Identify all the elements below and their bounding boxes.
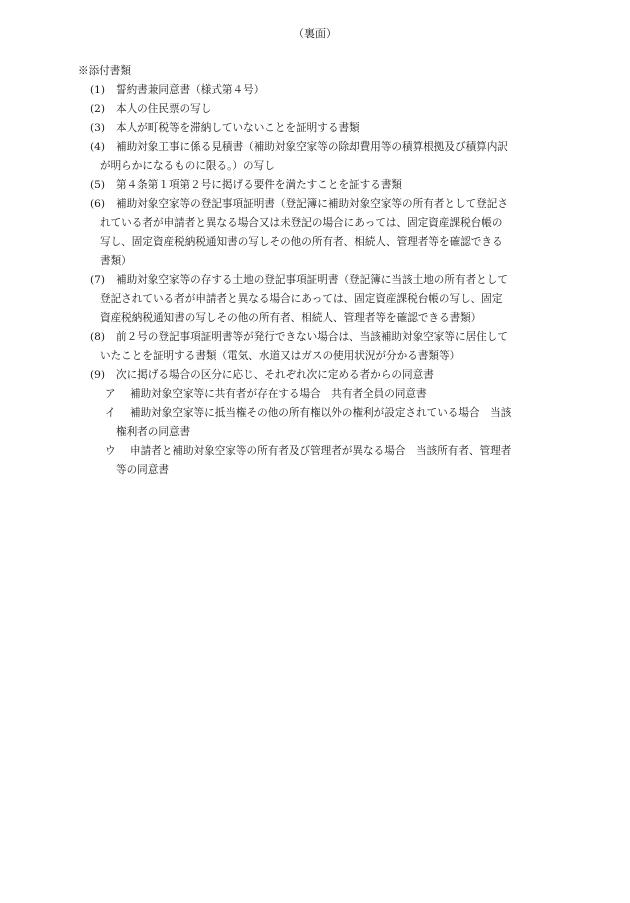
consent-subitem-text: 申請者と補助対象空家等の所有者及び管理者が異なる場合 当該所有者、管理者 bbox=[130, 445, 512, 457]
attachment-item bbox=[78, 138, 578, 176]
consent-subitem-text: 等の同意書 bbox=[116, 464, 169, 476]
consent-subitem bbox=[78, 385, 578, 404]
attachment-item-text: 前２号の登記事項証明書等が発行できない場合は、当該補助対象空家等に居住して bbox=[116, 331, 508, 343]
attachments-section bbox=[78, 62, 578, 480]
attachment-item-text: いたことを証明する書類（電気、水道又はガスの使用状況が分かる書類等） bbox=[100, 350, 461, 362]
attachment-item-number: (3) bbox=[90, 122, 106, 134]
attachment-item bbox=[78, 271, 578, 328]
consent-subitem-text: 補助対象空家等に共有者が存在する場合 共有者全員の同意書 bbox=[130, 388, 427, 400]
attachment-item-number: (9) bbox=[90, 369, 106, 381]
attachment-item-text: 登記されている者が申請者と異なる場合にあっては、固定資産課税台帳の写し、固定 bbox=[100, 293, 503, 305]
consent-subitem bbox=[78, 442, 578, 480]
attachment-item-number: (1) bbox=[90, 84, 106, 96]
attachment-item-text: 本人の住民票の写し bbox=[116, 103, 212, 115]
attachment-item-text: 写し、固定資産税納税通知書の写しその他の所有者、相続人、管理者等を確認できる bbox=[100, 236, 503, 248]
consent-subitem bbox=[78, 404, 578, 442]
attachment-item bbox=[78, 176, 578, 195]
attachment-item bbox=[78, 119, 578, 138]
attachment-item-number: (4) bbox=[90, 141, 106, 153]
attachment-item-text: れている者が申請者と異なる場合又は未登記の場合にあっては、固定資産課税台帳の bbox=[100, 217, 503, 229]
attachment-item-text: 本人が町税等を滞納していないことを証明する書類 bbox=[116, 122, 360, 134]
attachment-item-text: 補助対象空家等の存する土地の登記事項証明書（登記簿に当該土地の所有者として bbox=[116, 274, 508, 286]
consent-subitem-marker: ウ bbox=[105, 445, 116, 457]
attachment-item-number: (6) bbox=[90, 198, 106, 210]
attachment-item-text: 誓約書兼同意書（様式第４号） bbox=[116, 84, 265, 96]
attachment-item-text: 次に掲げる場合の区分に応じ、それぞれ次に定める者からの同意書 bbox=[116, 369, 434, 381]
page-side-label: （裏面） bbox=[293, 27, 337, 40]
attachment-item-text: 書類） bbox=[100, 255, 132, 267]
attachment-item-text: 資産税納税通知書の写しその他の所有者、相続人、管理者等を確認できる書類） bbox=[100, 312, 482, 324]
attachment-item-number: (7) bbox=[90, 274, 106, 286]
attachment-item-text: が明らかになるものに限る。）の写し bbox=[100, 160, 275, 172]
attachment-item bbox=[78, 100, 578, 119]
attachments-list bbox=[78, 81, 578, 385]
attachment-item bbox=[78, 366, 578, 385]
attachment-item-number: (5) bbox=[90, 179, 106, 191]
attachment-item bbox=[78, 195, 578, 271]
attachment-item-text: 第４条第１項第２号に掲げる要件を満たすことを証する書類 bbox=[116, 179, 403, 191]
attachment-item-text: 補助対象空家等の登記事項証明書（登記簿に補助対象空家等の所有者として登記さ bbox=[116, 198, 508, 210]
attachment-item bbox=[78, 328, 578, 366]
attachment-item bbox=[78, 81, 578, 100]
consent-subitem-text: 補助対象空家等に抵当権その他の所有権以外の権利が設定されている場合 当該 bbox=[130, 407, 512, 419]
attachment-item-number: (2) bbox=[90, 103, 106, 115]
consent-subitem-text: 権利者の同意書 bbox=[116, 426, 191, 438]
attachment-item-number: (8) bbox=[90, 331, 106, 343]
consent-subitems-list bbox=[78, 385, 578, 480]
consent-subitem-marker: イ bbox=[105, 407, 116, 419]
attachment-item-text: 補助対象工事に係る見積書（補助対象空家等の除却費用等の積算根拠及び積算内訳 bbox=[116, 141, 508, 153]
consent-subitem-marker: ア bbox=[105, 388, 116, 400]
attachments-title: ※添付書類 bbox=[78, 65, 131, 77]
